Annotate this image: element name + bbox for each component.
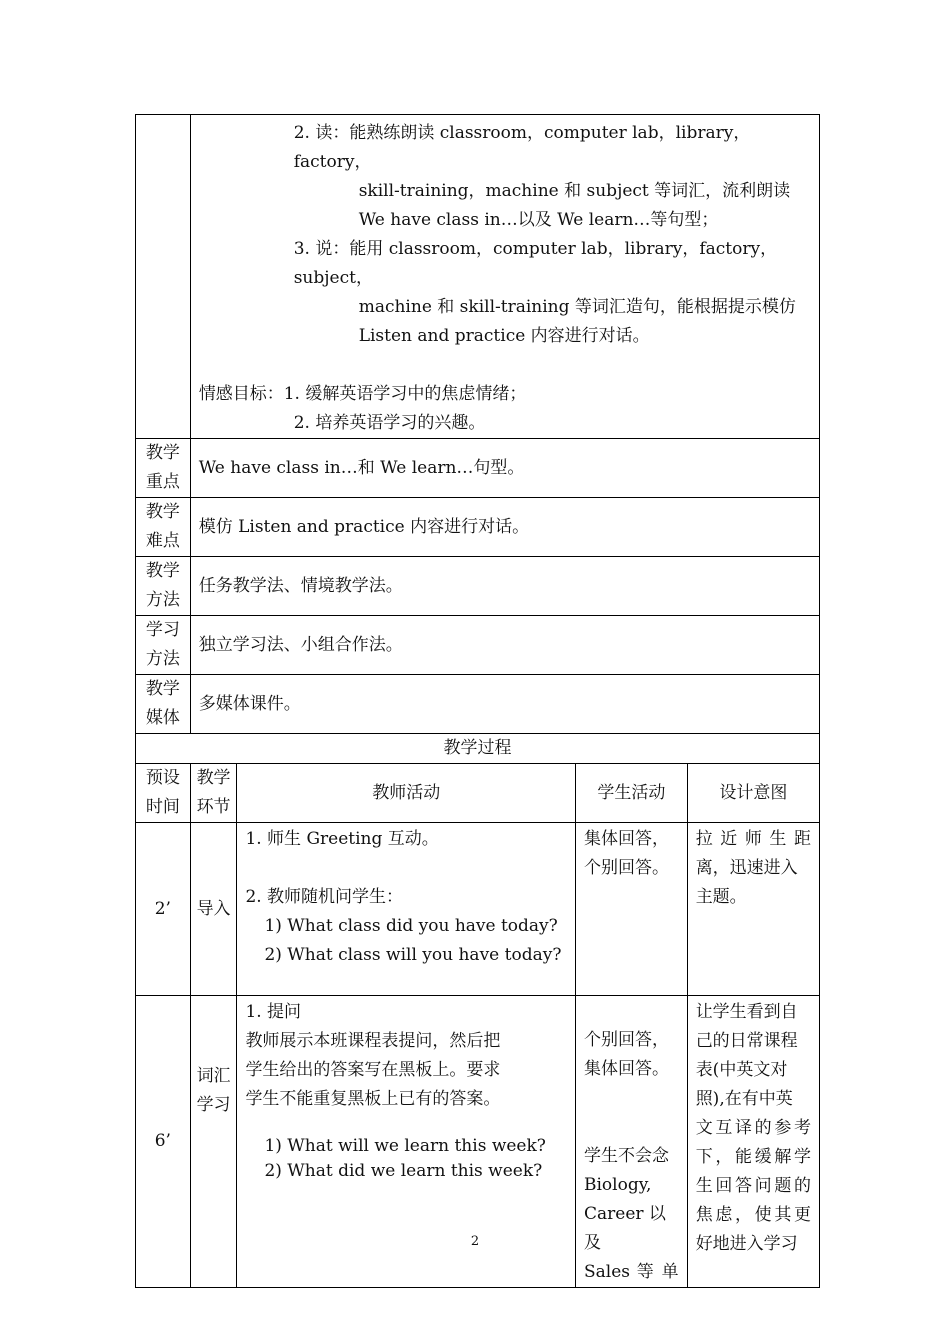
row-design-intent: 让学生看到自 己的日常课程 表(中英文对 照),在有中英 文互译的参考 下，能缓解学 生回答问题的 焦虑，使其更 好地进入学习	[687, 996, 819, 1288]
info-value: 多媒体课件。	[190, 675, 819, 734]
process-row-intro	[136, 823, 820, 996]
process-title: 教学过程	[136, 734, 820, 764]
row-time: 6’	[136, 996, 191, 1288]
header-student: 学生活动	[575, 764, 687, 823]
info-value: 模仿 Listen and practice 内容进行对话。	[190, 498, 819, 557]
info-label: 教学 方法	[136, 557, 191, 616]
row-teacher-activity: 1. 提问 教师展示本班课程表提问，然后把 学生给出的答案写在黑板上。要求 学生不能重复黑板上已有的答案。 1) What will we learn this week? 2) What did we learn this week?	[237, 996, 576, 1288]
row-time: 2’	[136, 823, 191, 996]
info-value: 独立学习法、小组合作法。	[190, 616, 819, 675]
row-teacher-activity: 1. 师生 Greeting 互动。 2. 教师随机问学生： 1) What class did you have today? 2) What class will you have today?	[237, 823, 576, 996]
info-label: 教学 难点	[136, 498, 191, 557]
page-number: 2	[470, 1234, 480, 1249]
info-label: 教学 重点	[136, 439, 191, 498]
affect-goal-label: 情感目标：	[198, 384, 284, 404]
info-row-key-points	[136, 439, 820, 498]
info-row-difficulties	[136, 498, 820, 557]
affect-goal-item-1: 1. 缓解英语学习中的焦虑情绪；	[283, 384, 527, 404]
affect-goal	[199, 380, 811, 409]
row-step: 词汇 学习	[190, 996, 237, 1288]
header-teacher: 教师活动	[237, 764, 576, 823]
header-step: 教学 环节	[190, 764, 237, 823]
info-row-media	[136, 675, 820, 734]
process-header-row	[136, 764, 820, 823]
info-row-teaching-methods	[136, 557, 820, 616]
objectives-cell	[190, 115, 819, 439]
read-goal-line-1: 2. 读：能熟练朗读 classroom，computer lab，library，factory，	[293, 123, 751, 172]
speak-goal-line-3: Listen and practice 内容进行对话。	[358, 326, 650, 346]
header-intent: 设计意图	[687, 764, 819, 823]
read-goal-line-2: skill-training，machine 和 subject 等词汇，流利朗读	[358, 181, 791, 201]
speak-goal-line-1: 3. 说：能用 classroom，computer lab，library，factory，subject，	[293, 239, 778, 288]
objectives-label-cell	[136, 115, 191, 439]
info-label: 教学 媒体	[136, 675, 191, 734]
lesson-plan-table	[135, 114, 820, 1288]
row-student-activity: 个别回答， 集体回答。 学生不会念 Biology, Career 以及 Sales 等 单	[575, 996, 687, 1288]
row-step: 导入	[190, 823, 237, 996]
row-design-intent: 拉 近 师 生 距 离，迅速进入 主题。	[687, 823, 819, 996]
affect-goal-item-2: 2. 培养英语学习的兴趣。	[293, 413, 486, 433]
info-value: We have class in…和 We learn…句型。	[190, 439, 819, 498]
header-time: 预设 时间	[136, 764, 191, 823]
info-value: 任务教学法、情境教学法。	[190, 557, 819, 616]
process-title-row	[136, 734, 820, 764]
info-row-learning-methods	[136, 616, 820, 675]
row-student-activity: 集体回答， 个别回答。	[575, 823, 687, 996]
info-label: 学习 方法	[136, 616, 191, 675]
objectives-row	[136, 115, 820, 439]
speak-goal-line-2: machine 和 skill-training 等词汇造句，能根据提示模仿	[358, 297, 796, 317]
read-goal-line-3: We have class in…以及 We learn…等句型；	[358, 210, 719, 230]
